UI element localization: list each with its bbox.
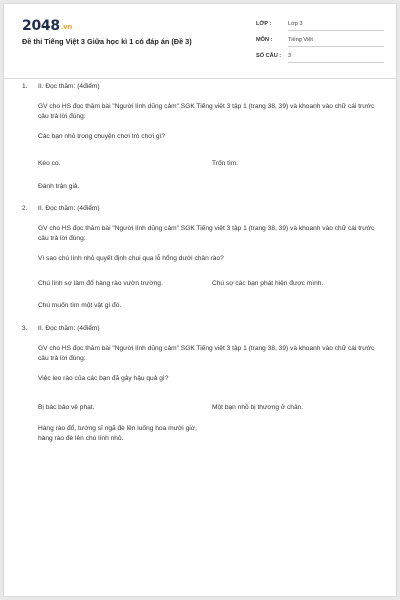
answer-option-c[interactable]: Hàng rào đổ, tướng sĩ ngã đè lên luống hoa mười giờ, hàng rào đè lên chú lính nhỏ. — [38, 425, 197, 442]
meta-label-question-count: SỐ CÂU : — [256, 53, 282, 59]
question-number: 2. — [22, 205, 28, 212]
logo-text: 2048 — [22, 18, 60, 34]
question-intro: GV cho HS đọc thầm bài "Người lính dũng cảm" SGK Tiếng việt 3 tập 1 (trang 38, 39) và khoanh vào chữ cái trước câu trả lời đúng: — [38, 345, 375, 362]
meta-row-class — [256, 18, 384, 34]
question-section: II. Đọc thầm: (4điểm) — [38, 83, 100, 90]
meta-row-question-count — [256, 50, 384, 66]
question-intro: GV cho HS đọc thầm bài "Người lính dũng cảm" SGK Tiếng việt 3 tập 1 (trang 38, 39) và khoanh vào chữ cái trước câu trả lời đúng: — [38, 103, 375, 120]
meta-row-subject — [256, 34, 384, 50]
meta-value-question-count: 3 — [288, 53, 384, 63]
question-text: Các bạn nhỏ trong chuyện chơi trò chơi gì? — [38, 133, 166, 140]
meta-label-subject: MÔN : — [256, 37, 273, 43]
answer-option-b[interactable]: Một bạn nhỏ bị thương ở chân. — [212, 404, 304, 411]
document-header — [4, 4, 396, 72]
question-number: 3. — [22, 325, 28, 332]
meta-label-class: LỚP : — [256, 21, 272, 27]
meta-info — [256, 18, 384, 66]
document-page — [4, 4, 396, 596]
meta-value-subject: Tiếng Việt — [288, 37, 384, 47]
question-section: II. Đọc thầm: (4điểm) — [38, 205, 100, 212]
site-logo[interactable] — [22, 18, 72, 35]
answer-option-c[interactable]: Chú muốn tìm một vật gì đó. — [38, 302, 122, 309]
logo-suffix: .vn — [60, 23, 73, 31]
question-intro: GV cho HS đọc thầm bài "Người lính dũng cảm" SGK Tiếng việt 3 tập 1 (trang 38, 39) và khoanh vào chữ cái trước câu trả lời đúng: — [38, 225, 375, 242]
meta-value-class: Lớp 3 — [288, 21, 384, 31]
answer-option-a[interactable]: Chú lính sợ làm đổ hàng rào vườn trường. — [38, 280, 163, 287]
page-title: Đề thi Tiếng Việt 3 Giữa học kì 1 có đáp án (Đề 3) — [22, 37, 192, 46]
answer-option-c[interactable]: Đánh trận giả. — [38, 183, 80, 190]
answer-option-a[interactable]: Kéo co. — [38, 160, 61, 167]
header-divider — [4, 78, 396, 79]
answer-option-b[interactable]: Trốn tìm. — [212, 160, 239, 167]
answer-option-a[interactable]: Bị bác bảo vệ phạt. — [38, 404, 95, 411]
answer-option-b[interactable]: Chú sợ các bạn phát hiện được mình. — [212, 280, 324, 287]
question-text: Vì sao chú lính nhỏ quyết định chui qua lỗ hổng dưới chân rào? — [38, 255, 224, 262]
question-section: II. Đọc thầm: (4điểm) — [38, 325, 100, 332]
question-text: Việc leo rào của các bạn đã gây hậu quả gì? — [38, 375, 169, 382]
question-number: 1. — [22, 83, 28, 90]
